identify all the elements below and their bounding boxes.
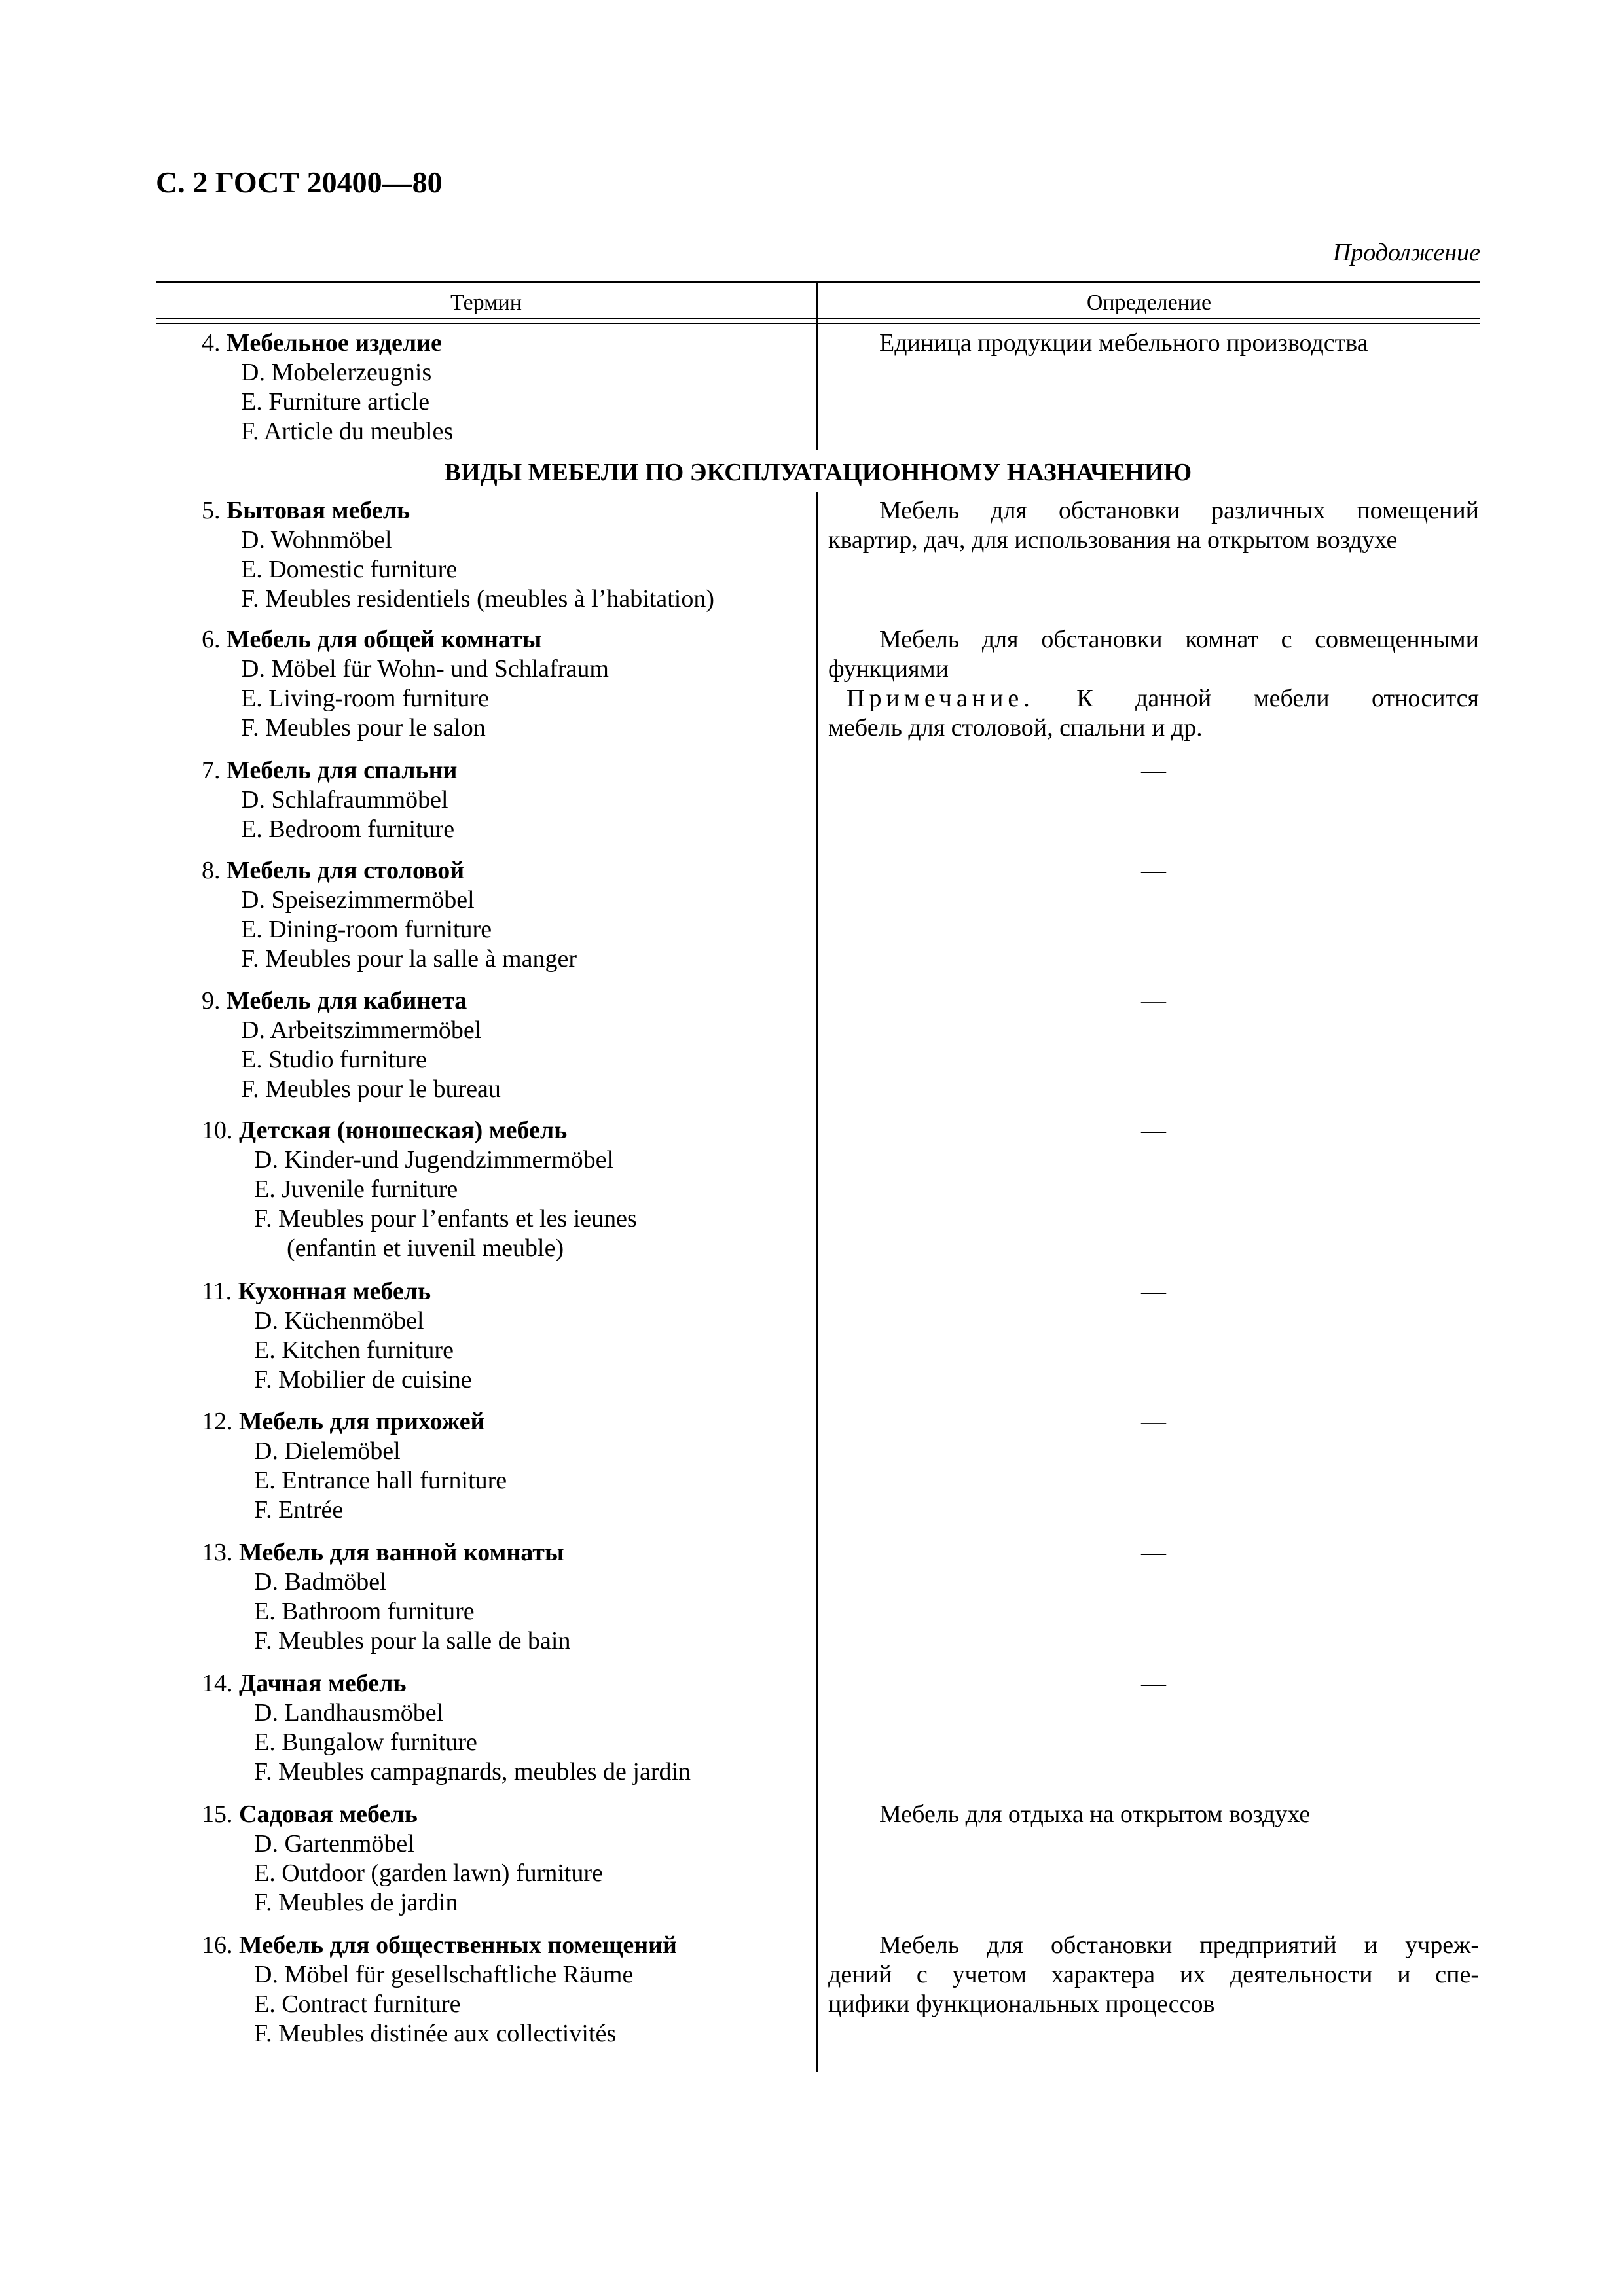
term-translation-de: D. Möbel für gesellschaftliche Räume [254,1961,634,1988]
term-translation-de: D. Speisezimmermöbel [241,886,475,914]
note-label: Примечание. [847,685,1034,712]
term-translation-de: D. Gartenmöbel [254,1830,414,1857]
definition-text: Мебель для обстановки предприятий и учреж- [879,1931,1479,1959]
definition-cell [828,756,1479,785]
term-name: Мебель для прихожей [239,1408,485,1435]
definition-cell [828,1407,1479,1437]
column-divider-upper [816,281,818,450]
term-name: Мебель для общей комнаты [227,626,542,653]
term-translation-de: D. Mobelerzeugnis [241,359,432,386]
term-number: 16. [202,1931,233,1959]
table-top-rule [156,281,1480,283]
column-divider-lower [816,492,818,2072]
header-rule-1 [156,318,1480,319]
term-translation-fr: F. Meubles residentiels (meubles à l’habitation) [241,585,715,613]
term-translation-en: E. Bungalow furniture [254,1729,477,1756]
term-name: Кухонная мебель [238,1278,431,1305]
term-translation-fr: F. Meubles pour le bureau [241,1075,501,1103]
term-name: Мебельное изделие [227,329,442,357]
definition-dash: — [1141,1117,1166,1144]
term-name: Бытовая мебель [227,497,410,524]
definition-cell [828,1669,1479,1698]
term-translation-fr: F. Meubles campagnards, meubles de jardin [254,1758,691,1785]
term-translation-en: E. Contract furniture [254,1990,461,2018]
continuation-label: Продолжение [1332,239,1480,266]
term-translation-en: E. Bedroom furniture [241,816,455,843]
term-translation-en: E. Living-room furniture [241,685,489,712]
definition-cell [828,625,1479,743]
definition-dash: — [1141,1278,1166,1305]
term-translation-fr: F. Meubles de jardin [254,1889,458,1916]
note-text: мебель для столовой, спальни и др. [828,714,1203,742]
section-title: ВИДЫ МЕБЕЛИ ПО ЭКСПЛУАТАЦИОННОМУ НАЗНАЧЕНИЮ [444,459,1192,486]
definition-text: функциями [828,655,949,683]
term-number: 7. [202,757,221,784]
term-translation-en: E. Outdoor (garden lawn) furniture [254,1859,603,1887]
term-translation-en: E. Dining-room furniture [241,916,492,943]
term-cell [156,1538,811,1656]
definition-dash: — [1141,1670,1166,1697]
term-cell [156,1931,811,2049]
definition-text: дений с учетом характера их деятельности и спе- [828,1961,1479,1988]
term-number: 12. [202,1408,233,1435]
definition-cell [828,496,1479,555]
term-translation-en: E. Entrance hall furniture [254,1467,507,1494]
term-name: Детская (юношеская) мебель [239,1117,568,1144]
term-number: 8. [202,857,221,884]
term-translation-de: D. Badmöbel [254,1568,387,1596]
term-name: Мебель для общественных помещений [239,1931,677,1959]
definition-cell [828,986,1479,1016]
term-number: 14. [202,1670,233,1697]
term-translation-fr: F. Article du meubles [241,418,454,445]
term-name: Мебель для ванной комнаты [239,1539,564,1566]
term-cell [156,625,811,743]
term-translation-en: E. Juvenile furniture [254,1175,458,1203]
term-number: 10. [202,1117,233,1144]
term-translation-fr: F. Meubles pour l’enfants et les ieunes [254,1205,637,1232]
term-translation-fr-cont: (enfantin et iuvenil meuble) [287,1234,564,1262]
term-translation-de: D. Kinder-und Jugendzimmermöbel [254,1146,614,1174]
note-text: К данной мебели относится [1076,685,1479,712]
definition-cell [828,1800,1479,1829]
term-translation-en: E. Bathroom furniture [254,1598,475,1625]
term-translation-en: E. Studio furniture [241,1046,427,1073]
term-translation-de: D. Dielemöbel [254,1437,401,1465]
definition-cell [828,856,1479,886]
term-name: Мебель для спальни [227,757,458,784]
column-header-term: Термин [450,291,522,315]
definition-text: Мебель для обстановки различных помещений [879,497,1479,524]
term-number: 9. [202,987,221,1014]
definition-dash: — [1141,757,1166,784]
definition-dash: — [1141,1408,1166,1435]
term-cell [156,1116,811,1263]
term-number: 11. [202,1278,232,1305]
term-cell [156,756,811,844]
term-name: Дачная мебель [239,1670,407,1697]
term-translation-fr: F. Entrée [254,1496,344,1524]
term-translation-fr: F. Meubles pour le salon [241,714,486,742]
term-translation-de: D. Wohnmöbel [241,526,392,554]
term-translation-fr: F. Mobilier de cuisine [254,1366,472,1393]
term-cell [156,329,811,446]
definition-cell [828,1931,1479,2019]
term-cell [156,986,811,1104]
term-translation-fr: F. Meubles distinée aux collectivités [254,2020,617,2047]
definition-text: Мебель для обстановки комнат с совмещенными [879,626,1479,653]
term-cell [156,1407,811,1525]
term-translation-de: D. Landhausmöbel [254,1699,444,1727]
definition-cell [828,1538,1479,1568]
header-rule-2 [156,323,1480,324]
term-number: 15. [202,1801,233,1828]
term-name: Садовая мебель [239,1801,418,1828]
term-cell [156,1800,811,1918]
definition-text: квартир, дач, для использования на открытом воздухе [828,526,1398,554]
definition-text: цифики функциональных процессов [828,1990,1215,2018]
term-number: 5. [202,497,221,524]
term-name: Мебель для кабинета [227,987,467,1014]
term-number: 13. [202,1539,233,1566]
definition-dash: — [1141,857,1166,884]
definition-cell [828,1116,1479,1145]
definition-text: Мебель для отдыха на открытом воздухе [879,1801,1311,1828]
term-translation-de: D. Küchenmöbel [254,1307,424,1335]
term-cell [156,1669,811,1787]
column-header-definition: Определение [1086,291,1212,315]
term-number: 4. [202,329,221,357]
definition-text: Единица продукции мебельного производства [879,329,1368,357]
term-number: 6. [202,626,221,653]
term-cell [156,1277,811,1395]
term-translation-de: D. Möbel für Wohn- und Schlafraum [241,655,609,683]
term-name: Мебель для столовой [227,857,465,884]
term-translation-fr: F. Meubles pour la salle à manger [241,945,577,973]
definition-dash: — [1141,987,1166,1014]
definition-note [828,684,1479,713]
definition-dash: — [1141,1539,1166,1566]
term-translation-fr: F. Meubles pour la salle de bain [254,1627,571,1655]
term-cell [156,856,811,974]
term-translation-de: D. Arbeitszimmermöbel [241,1016,482,1044]
term-translation-en: E. Domestic furniture [241,556,458,583]
term-translation-en: E. Furniture article [241,388,430,416]
term-cell [156,496,811,614]
page-header: С. 2 ГОСТ 20400—80 [156,166,443,199]
term-translation-en: E. Kitchen furniture [254,1336,454,1364]
definition-cell [828,329,1479,358]
definition-cell [828,1277,1479,1306]
term-translation-de: D. Schlafraummöbel [241,786,448,814]
